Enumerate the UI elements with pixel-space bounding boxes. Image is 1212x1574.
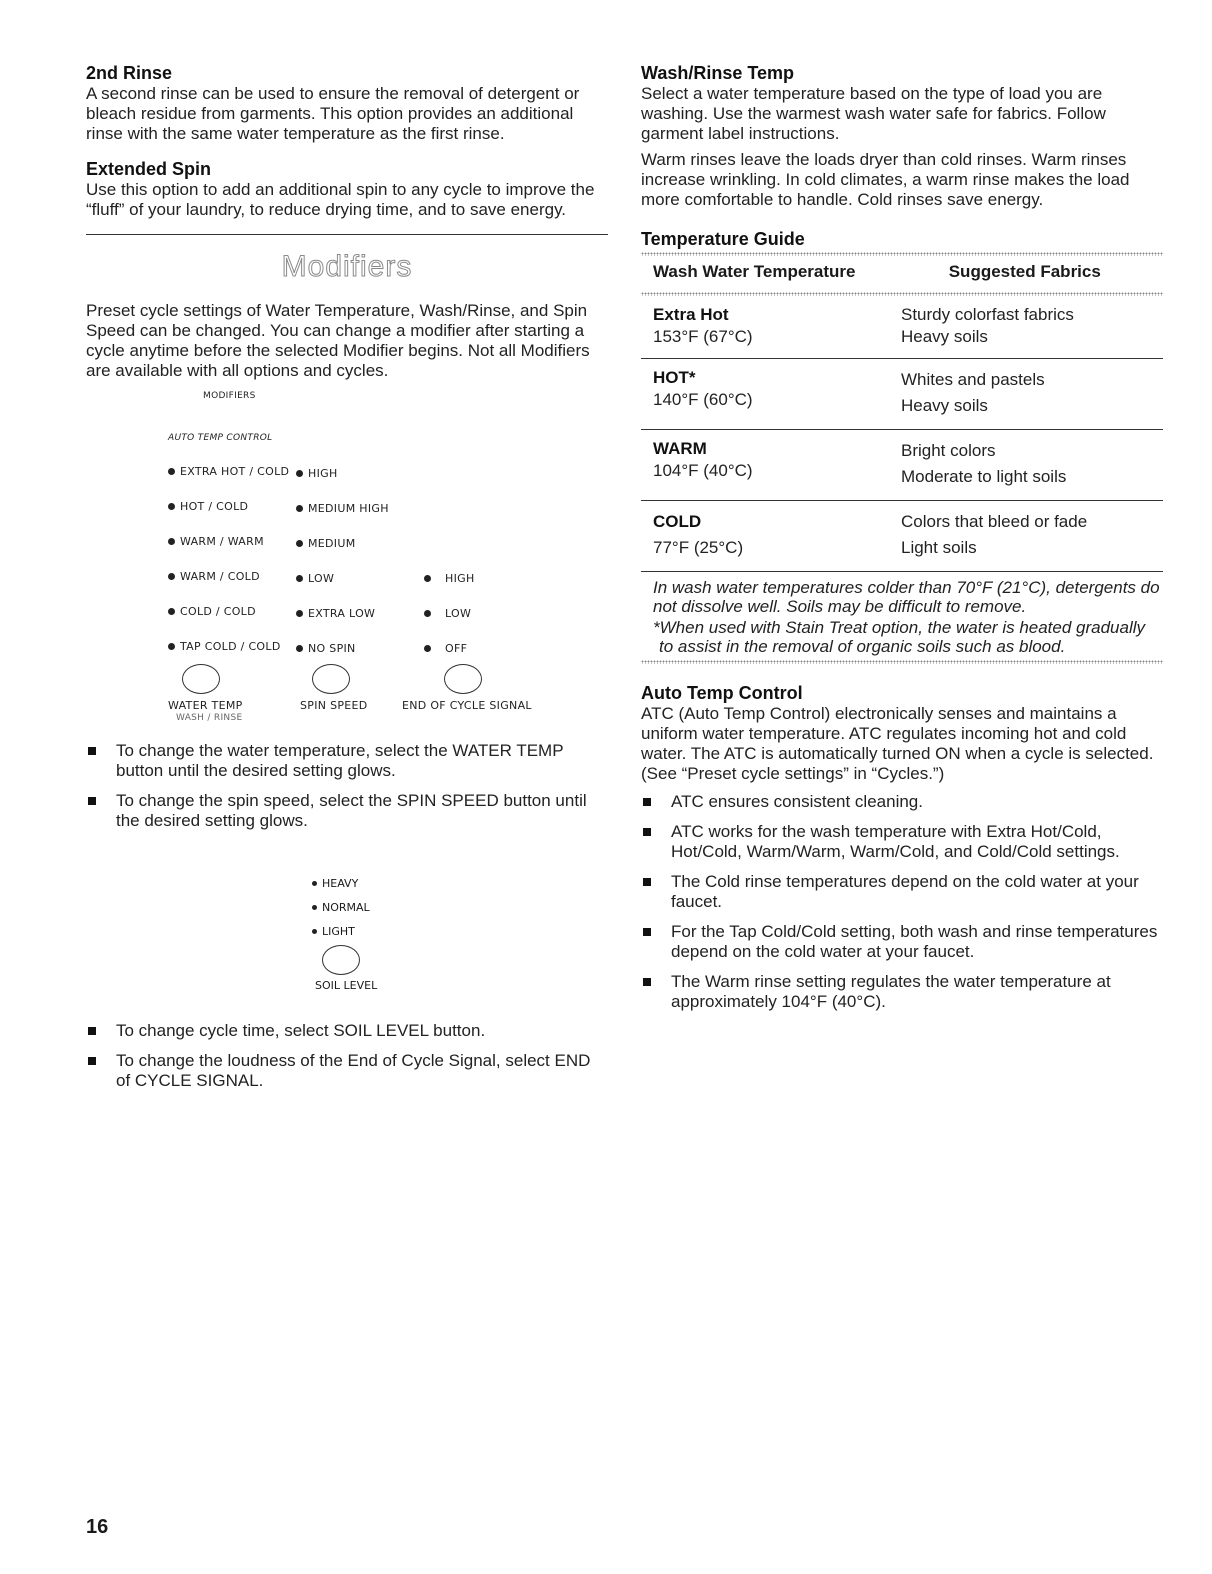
list-item: The Warm rinse setting regulates the water temperature at approximately 104°F (40°C). <box>641 972 1163 1012</box>
wash-rinse-temp-section <box>641 62 1163 210</box>
temp-cell: HOT* 140°F (60°C) <box>641 359 889 430</box>
modifiers-title: Modifiers <box>281 250 413 283</box>
soil-level-label: SOIL LEVEL <box>315 979 378 992</box>
indicator-light <box>312 905 317 910</box>
indicator-light <box>296 505 303 512</box>
indicator-light <box>424 645 431 652</box>
spin-speed-option: MEDIUM HIGH <box>296 502 389 515</box>
right-column <box>641 62 1163 1022</box>
auto-temp-control-text: ATC (Auto Temp Control) electronically senses and maintains a uniform water temperature. ATC regulates incoming hot and cold water. The ATC is automatically turned ON when a cycle is selected. (See “Preset cycle settings” in “Cycles.”) <box>641 704 1154 783</box>
section-divider <box>86 234 608 235</box>
end-of-cycle-signal-button-icon <box>444 664 482 694</box>
temp-cell: COLD 77°F (25°C) <box>641 501 889 572</box>
indicator-light <box>168 538 175 545</box>
soil-instructions-list <box>86 1021 608 1091</box>
table-header-row <box>641 256 1163 292</box>
soil-level-illustration <box>86 841 608 1021</box>
temp-cell: Extra Hot 153°F (67°C) <box>641 296 889 359</box>
list-item: The Cold rinse temperatures depend on the cold water at your faucet. <box>641 872 1163 912</box>
table-row <box>641 359 1163 430</box>
left-column <box>86 62 608 1101</box>
indicator-light <box>296 470 303 477</box>
atc-label: AUTO TEMP CONTROL <box>168 433 273 443</box>
indicator-light <box>168 608 175 615</box>
indicator-light <box>424 575 431 582</box>
dotted-rule <box>641 660 1163 664</box>
indicator-light <box>312 929 317 934</box>
spin-speed-option: NO SPIN <box>296 642 356 655</box>
extended-spin-text: Use this option to add an additional spin to any cycle to improve the “fluff” of your laundry, to reduce drying time, and to save energy. <box>86 180 595 219</box>
water-temp-option: WARM / WARM <box>168 535 264 548</box>
list-item: To change the water temperature, select the WATER TEMP button until the desired setting glows. <box>86 741 608 781</box>
fabric-cell: Colors that bleed or fade Light soils <box>889 501 1163 572</box>
stain-treat-note: *When used with Stain Treat option, the water is heated gradually to assist in the removal of organic soils such as blood. <box>653 618 1146 656</box>
water-temp-option: EXTRA HOT / COLD <box>168 465 289 478</box>
soil-option: LIGHT <box>312 925 355 938</box>
indicator-light <box>168 503 175 510</box>
water-temp-option: TAP COLD / COLD <box>168 640 281 653</box>
list-item: To change the spin speed, select the SPIN SPEED button until the desired setting glows. <box>86 791 608 831</box>
fabric-cell: Whites and pastels Heavy soils <box>889 359 1163 430</box>
spin-speed-button-icon <box>312 664 350 694</box>
water-temp-option: HOT / COLD <box>168 500 248 513</box>
extended-spin-heading: Extended Spin <box>86 159 212 179</box>
soil-option: NORMAL <box>312 901 370 914</box>
second-rinse-heading: 2nd Rinse <box>86 63 173 83</box>
fabric-cell: Bright colors Moderate to light soils <box>889 430 1163 501</box>
modifiers-intro: Preset cycle settings of Water Temperature, Wash/Rinse, and Spin Speed can be changed. You can change a modifier after starting a cycle anytime before the selected Modifier begins. Not all Modifiers are available with all options and cycles. <box>86 301 590 380</box>
list-item: To change cycle time, select SOIL LEVEL button. <box>86 1021 608 1041</box>
wash-rinse-temp-p1: Select a water temperature based on the type of load you are washing. Use the warmest wash water safe for fabrics. Follow garment label instructions. <box>641 84 1106 143</box>
water-temp-button-icon <box>182 664 220 694</box>
table-row <box>641 430 1163 501</box>
soil-option: HEAVY <box>312 877 358 890</box>
temperature-guide-heading: Temperature Guide <box>641 229 805 249</box>
table-row <box>641 296 1163 359</box>
temp-cell: WARM 104°F (40°C) <box>641 430 889 501</box>
soil-level-button-icon <box>322 945 360 975</box>
list-item: ATC works for the wash temperature with Extra Hot/Cold, Hot/Cold, Warm/Warm, Warm/Cold, and Cold/Cold settings. <box>641 822 1163 862</box>
signal-option: HIGH <box>424 572 475 585</box>
spin-speed-label: SPIN SPEED <box>300 699 368 712</box>
indicator-light <box>312 881 317 886</box>
end-of-cycle-signal-label: END OF CYCLE SIGNAL <box>402 699 532 712</box>
spin-speed-option: MEDIUM <box>296 537 356 550</box>
list-item: ATC ensures consistent cleaning. <box>641 792 1163 812</box>
table-row <box>641 501 1163 572</box>
modifiers-panel-illustration <box>86 381 608 721</box>
column-header: Suggested Fabrics <box>948 262 1101 281</box>
indicator-light <box>168 573 175 580</box>
temperature-note: In wash water temperatures colder than 70°F (21°C), detergents do not dissolve well. Soils may be difficult to remove. <box>653 578 1160 616</box>
second-rinse-text: A second rinse can be used to ensure the removal of detergent or bleach residue from garments. This option provides an additional rinse with the same water temperature as the first rinse. <box>86 84 580 143</box>
wash-rinse-temp-p2: Warm rinses leave the loads dryer than cold rinses. Warm rinses increase wrinkling. In cold climates, a warm rinse makes the load more comfortable to handle. Cold rinses save energy. <box>641 150 1130 209</box>
indicator-light <box>168 468 175 475</box>
indicator-light <box>296 645 303 652</box>
spin-speed-option: LOW <box>296 572 334 585</box>
indicator-light <box>168 643 175 650</box>
water-temp-sub-label: WASH / RINSE <box>176 713 243 723</box>
spin-speed-option: EXTRA LOW <box>296 607 375 620</box>
wash-rinse-temp-heading: Wash/Rinse Temp <box>641 63 795 83</box>
atc-bullet-list <box>641 792 1163 1012</box>
water-temp-option: WARM / COLD <box>168 570 260 583</box>
temperature-table <box>641 256 1163 292</box>
column-header: Wash Water Temperature <box>653 262 856 281</box>
water-temp-label: WATER TEMP <box>168 699 243 712</box>
second-rinse-section <box>86 62 608 144</box>
auto-temp-control-section <box>641 682 1163 1012</box>
water-temp-option: COLD / COLD <box>168 605 256 618</box>
auto-temp-control-heading: Auto Temp Control <box>641 683 803 703</box>
indicator-light <box>296 610 303 617</box>
temperature-guide <box>641 228 1163 664</box>
temperature-table-body <box>641 296 1163 572</box>
indicator-light <box>296 575 303 582</box>
signal-option: OFF <box>424 642 467 655</box>
indicator-light <box>296 540 303 547</box>
extended-spin-section <box>86 158 608 220</box>
panel-header: MODIFIERS <box>203 391 256 401</box>
list-item: To change the loudness of the End of Cycle Signal, select END of CYCLE SIGNAL. <box>86 1051 608 1091</box>
fabric-cell: Sturdy colorfast fabrics Heavy soils <box>889 296 1163 359</box>
spin-speed-option: HIGH <box>296 467 338 480</box>
indicator-light <box>424 610 431 617</box>
signal-option: LOW <box>424 607 471 620</box>
list-item: For the Tap Cold/Cold setting, both wash and rinse temperatures depend on the cold water at your faucet. <box>641 922 1163 962</box>
modifier-instructions-list <box>86 741 608 831</box>
page-number: 16 <box>86 1516 109 1538</box>
